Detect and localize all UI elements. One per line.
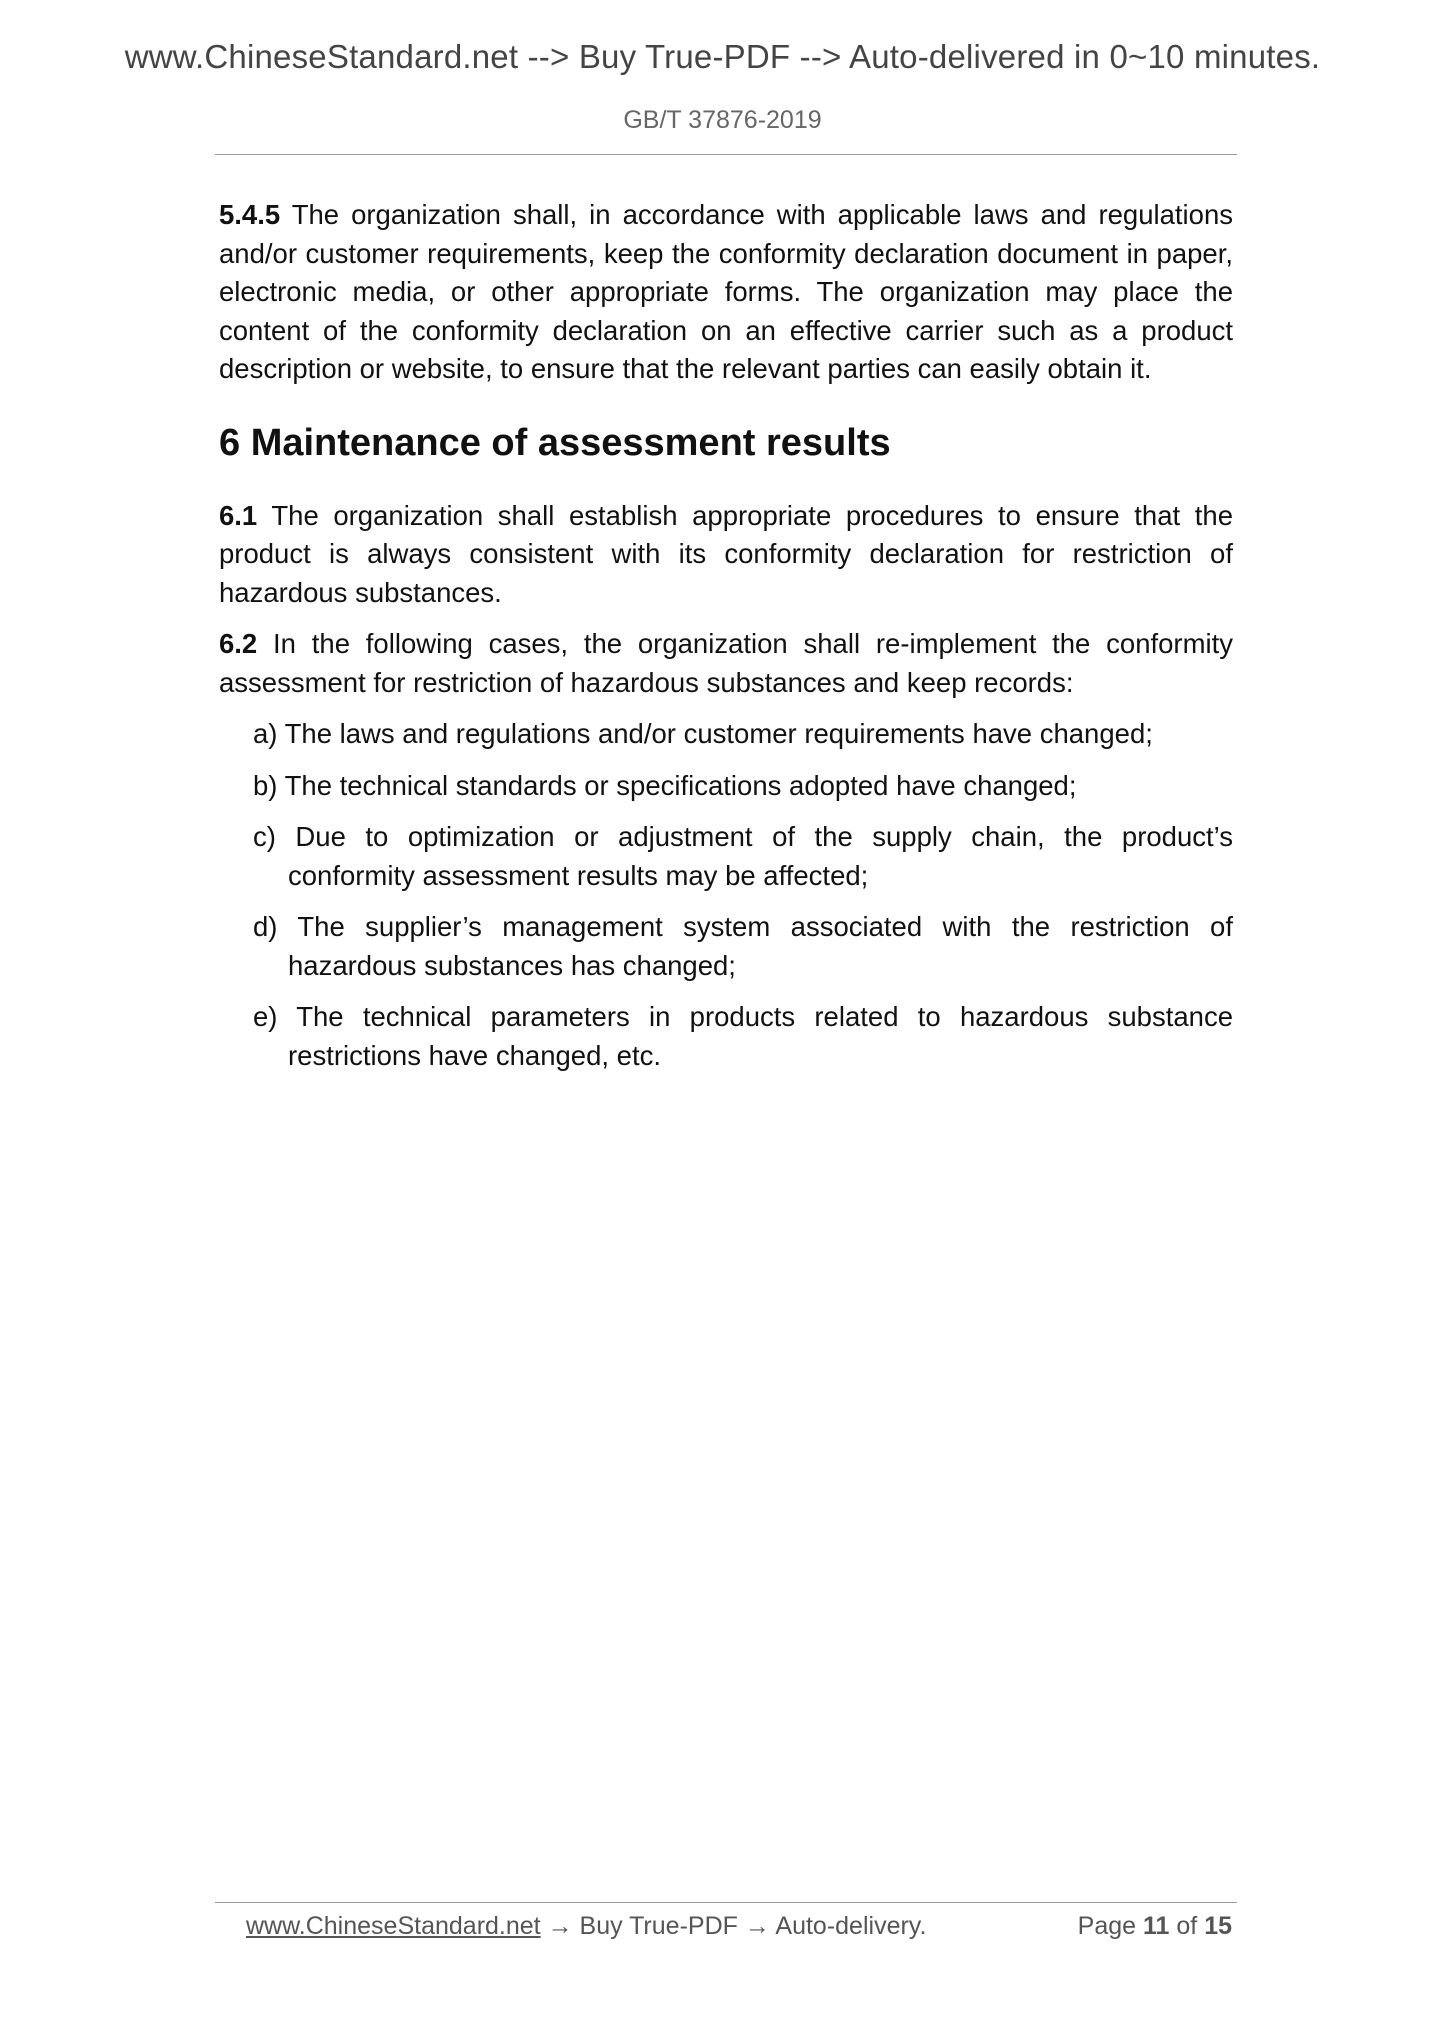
clause-number: 6.2 — [219, 628, 258, 659]
document-body — [219, 196, 1233, 1075]
list-item: d) The supplier’s management system associated with the restriction of hazardous substances has changed; — [253, 911, 1233, 981]
page-footer — [246, 1904, 1232, 1948]
page-number: 11 — [1142, 1912, 1170, 1940]
clause-text: The organization shall establish appropriate procedures to ensure that the product is always consistent with its conformity declaration for restriction of hazardous substances. — [219, 499, 1233, 608]
list-item: c) Due to optimization or adjustment of the supply chain, the product’s conformity assessment results may be affected; — [253, 821, 1233, 891]
list-item: b) The technical standards or specifications adopted have changed; — [253, 769, 1077, 801]
site-banner: www.ChineseStandard.net --> Buy True-PDF --> Auto-delivered in 0~10 minutes. — [124, 38, 1321, 75]
footer-tagline: → Buy True-PDF → Auto-delivery. — [540, 1912, 927, 1940]
clause-text: The organization shall, in accordance with applicable laws and regulations and/or customer requirements, keep the conformity declaration document in paper, electronic media, or other appropriate forms. The organization may place the content of the conformity declaration on an effective carrier such as a product description or website, to ensure that the relevant parties can easily obtain it. — [219, 199, 1233, 384]
of-label: of — [1176, 1912, 1198, 1940]
footer-divider — [215, 1902, 1237, 1903]
list-item: a) The laws and regulations and/or customer requirements have changed; — [253, 718, 1153, 749]
clause-6-2 — [219, 625, 1233, 702]
clause-5-4-5 — [219, 196, 1233, 389]
list-item: e) The technical parameters in products related to hazardous substance restrictions have changed, etc. — [253, 1001, 1233, 1071]
page-label: Page — [1077, 1912, 1137, 1940]
page-total: 15 — [1204, 1912, 1232, 1940]
footer-promo — [246, 1912, 926, 1941]
header-divider — [215, 154, 1237, 155]
standard-code: GB/T 37876-2019 — [623, 106, 822, 134]
clause-text: In the following cases, the organization shall re-implement the conformity assessment for restriction of hazardous substances and keep records: — [219, 628, 1233, 698]
clause-number: 5.4.5 — [219, 199, 281, 230]
section-heading: 6 Maintenance of assessment results — [219, 421, 891, 464]
footer-site-link[interactable]: www.ChineseStandard.net — [246, 1912, 541, 1940]
page-indicator — [1078, 1912, 1232, 1941]
clause-number: 6.1 — [219, 499, 258, 531]
clause-6-1 — [219, 497, 1233, 613]
